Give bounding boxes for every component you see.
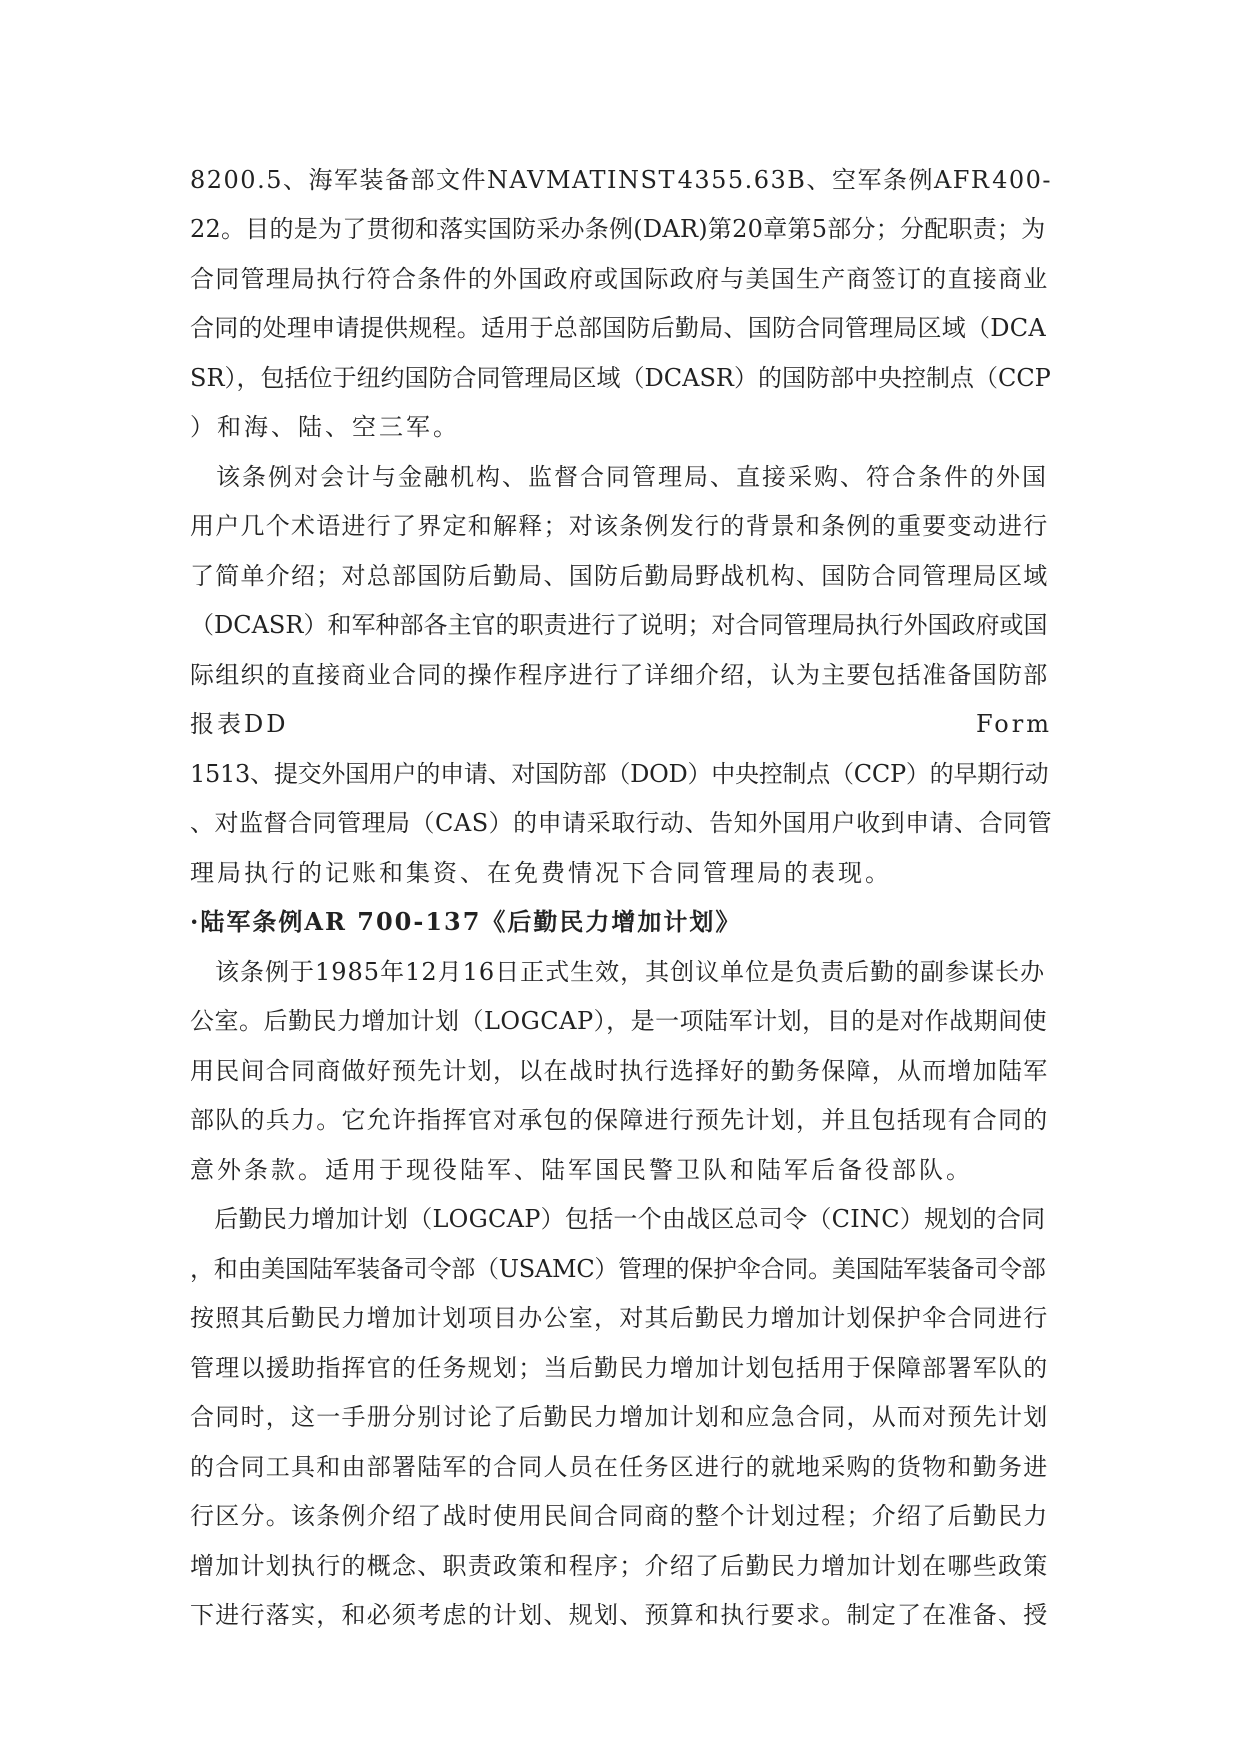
text-line: 22。目的是为了贯彻和落实国防采办条例(DAR)第20章第5部分；分配职责；为: [190, 215, 1046, 243]
text-segment: 4355.63B、空军条例AFR: [677, 166, 991, 194]
text-line: 合同时，这一手册分别讨论了后勤民力增加计划和应急合同，从而对预先计划: [190, 1403, 1049, 1431]
text-segment: 报表DD: [190, 710, 289, 738]
text-line: 公室。后勤民力增加计划（LOGCAP），是一项陆军计划，目的是对作战期间使: [190, 1007, 1048, 1035]
text-line: 意外条款。适用于现役陆军、陆军国民警卫队和陆军后备役部队。: [190, 1156, 973, 1184]
text-segment: 400-: [992, 166, 1052, 194]
text-line: 合同的处理申请提供规程。适用于总部国防后勤局、国防合同管理局区域（DCA: [190, 314, 1046, 342]
text-line: 的合同工具和由部署陆军的合同人员在任务区进行的就地采购的货物和勤务进: [190, 1453, 1049, 1481]
text-line: [190, 704, 1052, 744]
section-heading: ·陆军条例AR 700-137《后勤民力增加计划》: [190, 907, 742, 936]
text-line: 该条例于1985年12月16日正式生效，其创议单位是负责后勤的副参谋长办: [190, 958, 1046, 986]
text-segment: 8200.5、海军装备部文件NAVMATINST: [190, 166, 676, 194]
text-segment: Form: [975, 710, 1052, 738]
text-line: 、对监督合同管理局（CAS）的申请采取行动、告知外国用户收到申请、合同管: [190, 809, 1053, 837]
text-line: 下进行落实，和必须考虑的计划、规划、预算和执行要求。制定了在准备、授: [190, 1601, 1049, 1629]
text-line: ）和海、陆、空三军。: [190, 413, 460, 441]
text-line: 际组织的直接商业合同的操作程序进行了详细介绍，认为主要包括准备国防部: [190, 661, 1049, 689]
text-line: 用民间合同商做好预先计划，以在战时执行选择好的勤务保障，从而增加陆军: [190, 1057, 1049, 1085]
text-line: 了简单介绍；对总部国防后勤局、国防后勤局野战机构、国防合同管理局区域: [190, 562, 1049, 590]
text-line: [190, 160, 1052, 200]
text-line: 用户几个术语进行了界定和解释；对该条例发行的背景和条例的重要变动进行: [190, 512, 1049, 540]
text-line: 后勤民力增加计划（LOGCAP）包括一个由战区总司令（CINC）规划的合同: [190, 1205, 1046, 1233]
text-line: 按照其后勤民力增加计划项目办公室，对其后勤民力增加计划保护伞合同进行: [190, 1304, 1049, 1332]
text-line: 部队的兵力。它允许指挥官对承包的保障进行预先计划，并且包括现有合同的: [190, 1106, 1049, 1134]
text-line: 增加计划执行的概念、职责政策和程序；介绍了后勤民力增加计划在哪些政策: [190, 1552, 1049, 1580]
text-line: （DCASR）和军种部各主官的职责进行了说明；对合同管理局执行外国政府或国: [190, 611, 1048, 639]
text-line: 行区分。该条例介绍了战时使用民间合同商的整个计划过程；介绍了后勤民力: [190, 1502, 1049, 1530]
text-line: ，和由美国陆军装备司令部（USAMC）管理的保护伞合同。美国陆军装备司令部: [190, 1255, 1046, 1283]
text-line: 理局执行的记账和集资、在免费情况下合同管理局的表现。: [190, 859, 892, 887]
text-line: 合同管理局执行符合条件的外国政府或国际政府与美国生产商签订的直接商业: [190, 265, 1049, 293]
text-line: 1513、提交外国用户的申请、对国防部（DOD）中央控制点（CCP）的早期行动: [190, 760, 1049, 788]
text-line: 该条例对会计与金融机构、监督合同管理局、直接采购、符合条件的外国: [190, 463, 1048, 491]
text-line: 管理以援助指挥官的任务规划；当后勤民力增加计划包括用于保障部署军队的: [190, 1354, 1049, 1382]
text-line: SR），包括位于纽约国防合同管理局区域（DCASR）的国防部中央控制点（CCP: [190, 364, 1051, 392]
